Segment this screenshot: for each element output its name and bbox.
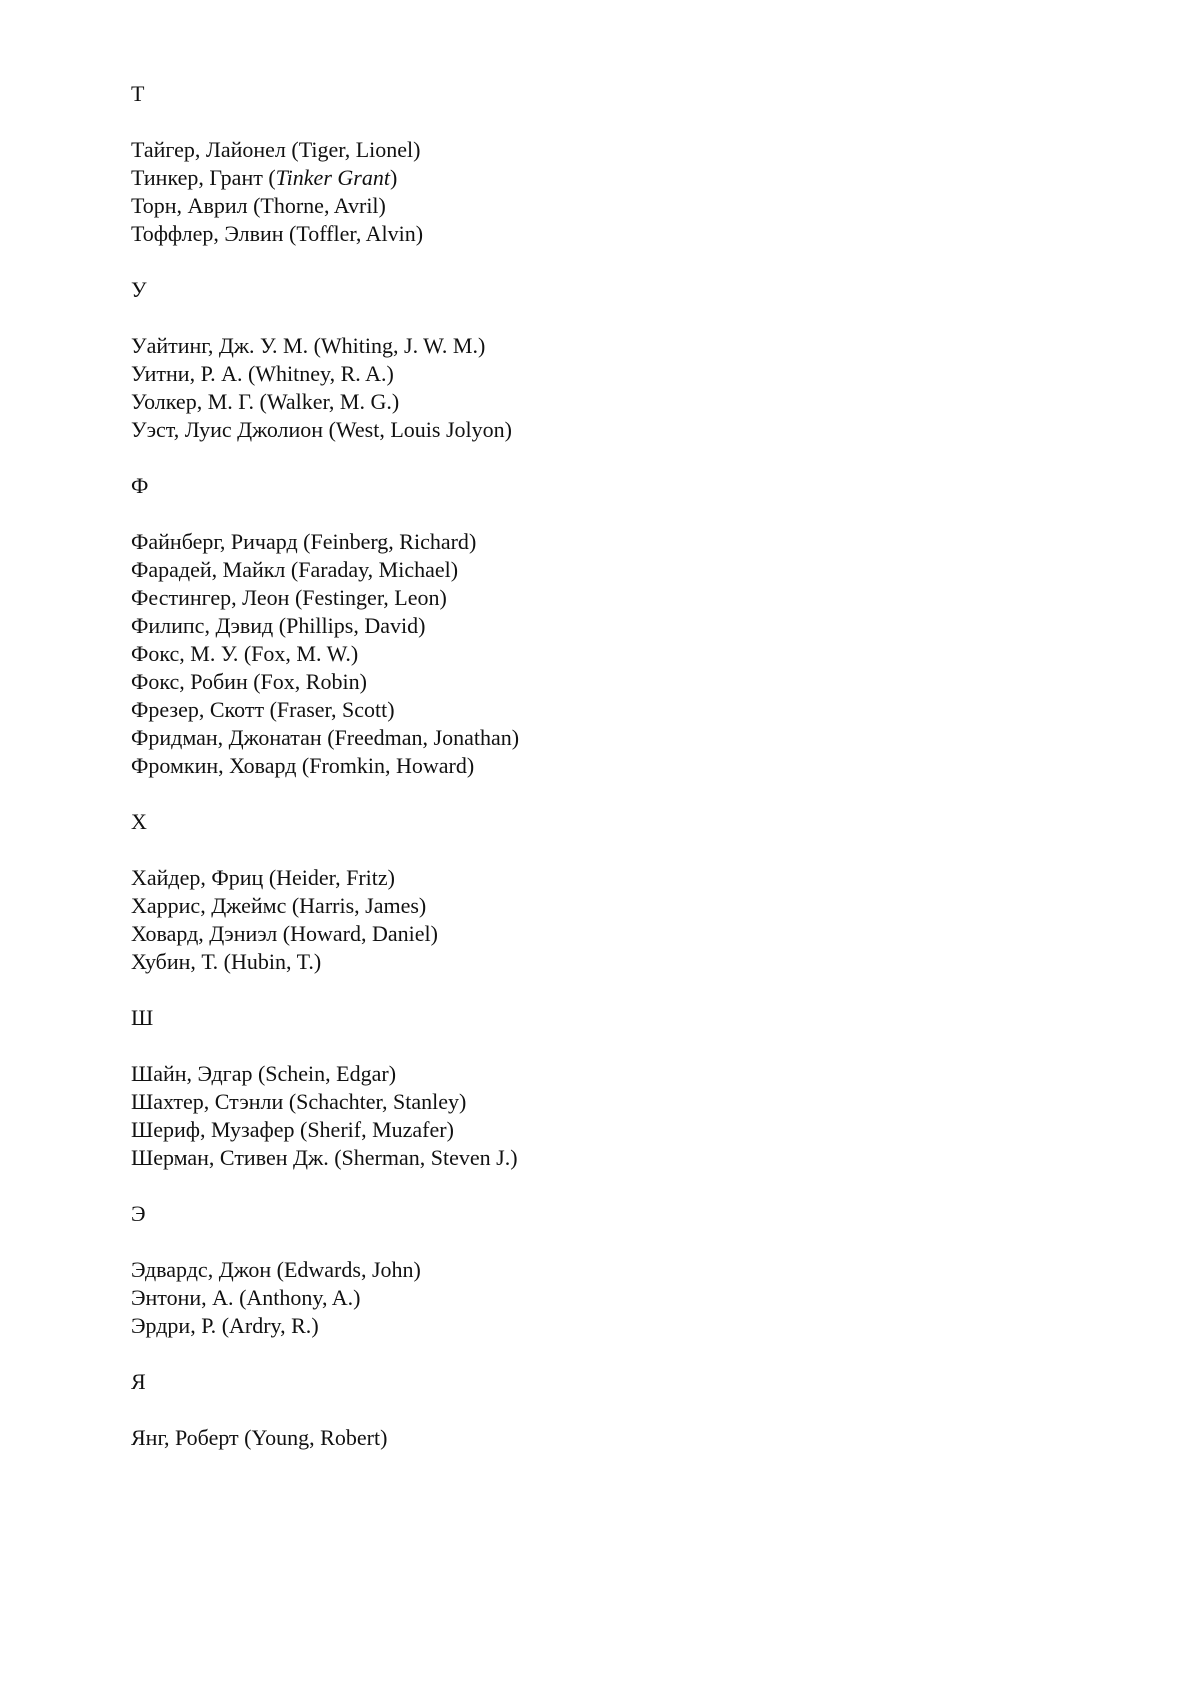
entry-original-name: Heider, Fritz xyxy=(276,865,388,890)
entry-russian-name: Шахтер, Стэнли xyxy=(131,1089,284,1114)
entry-russian-name: Шайн, Эдгар xyxy=(131,1061,253,1086)
entry-original-name: Edwards, John xyxy=(283,1257,414,1282)
entry-original-name: Schachter, Stanley xyxy=(296,1089,459,1114)
section-letter-heading: Ф xyxy=(131,473,149,498)
index-section xyxy=(131,528,1131,780)
entry-russian-name: Шериф, Музафер xyxy=(131,1117,295,1142)
entry-russian-name: Эрдри, Р. xyxy=(131,1313,217,1338)
entry-russian-name: Тайгер, Лайонел xyxy=(131,137,286,162)
index-entry: Энтони, А. (Anthony, A.) xyxy=(131,1285,361,1310)
entry-original-name: Whiting, J. W. M. xyxy=(320,333,478,358)
entry-original-name: Fox, Robin xyxy=(260,669,360,694)
entry-russian-name: Эдвардс, Джон xyxy=(131,1257,272,1282)
entry-original-name: Fox, M. W. xyxy=(251,641,351,666)
index-entry: Тинкер, Грант (Tinker Grant) xyxy=(131,165,398,190)
entry-original-name: Walker, M. G. xyxy=(266,389,392,414)
index-entry: Фромкин, Ховард (Fromkin, Howard) xyxy=(131,753,475,778)
index-entry: Шайн, Эдгар (Schein, Edgar) xyxy=(131,1061,397,1086)
entry-original-name: Fraser, Scott xyxy=(276,697,388,722)
index-entry: Хубин, Т. (Hubin, T.) xyxy=(131,949,322,974)
index-section xyxy=(131,1060,1131,1172)
index-entry: Уэст, Луис Джолион (West, Louis Jolyon) xyxy=(131,417,512,442)
entry-original-name: Hubin, T. xyxy=(230,949,314,974)
entry-russian-name: Файнберг, Ричард xyxy=(131,529,298,554)
entry-russian-name: Фромкин, Ховард xyxy=(131,753,297,778)
entry-russian-name: Фарадей, Майкл xyxy=(131,557,286,582)
entry-original-name: Tiger, Lionel xyxy=(298,137,414,162)
index-entry: Хайдер, Фриц (Heider, Fritz) xyxy=(131,865,395,890)
index-section xyxy=(131,1424,1131,1452)
section-letter-heading: Т xyxy=(131,81,145,106)
index-entry: Фрезер, Скотт (Fraser, Scott) xyxy=(131,697,395,722)
entry-russian-name: Фестингер, Леон xyxy=(131,585,290,610)
entry-original-name: Feinberg, Richard xyxy=(310,529,469,554)
section-letter-heading: Э xyxy=(131,1201,146,1226)
index-entry: Фридман, Джонатан (Freedman, Jonathan) xyxy=(131,725,520,750)
index-entry: Файнберг, Ричард (Feinberg, Richard) xyxy=(131,529,477,554)
name-index-list xyxy=(131,80,1131,1452)
index-entry: Эрдри, Р. (Ardry, R.) xyxy=(131,1313,319,1338)
index-entry: Фокс, Робин (Fox, Robin) xyxy=(131,669,367,694)
entry-russian-name: Энтони, А. xyxy=(131,1285,234,1310)
entry-original-name: West, Louis Jolyon xyxy=(335,417,505,442)
entry-russian-name: Тоффлер, Элвин xyxy=(131,221,284,246)
entry-russian-name: Филипс, Дэвид xyxy=(131,613,274,638)
entry-russian-name: Янг, Роберт xyxy=(131,1425,239,1450)
entry-russian-name: Фокс, Робин xyxy=(131,669,248,694)
entry-russian-name: Харрис, Джеймс xyxy=(131,893,287,918)
entry-russian-name: Тинкер, Грант xyxy=(131,165,263,190)
index-entry: Эдвардс, Джон (Edwards, John) xyxy=(131,1257,421,1282)
entry-russian-name: Хубин, Т. xyxy=(131,949,219,974)
entry-russian-name: Шерман, Стивен Дж. xyxy=(131,1145,329,1170)
index-entry: Шерман, Стивен Дж. (Sherman, Steven J.) xyxy=(131,1145,518,1170)
entry-original-name: Tinker Grant xyxy=(275,165,390,190)
entry-original-name: Schein, Edgar xyxy=(265,1061,389,1086)
section-letter-heading: Х xyxy=(131,809,147,834)
entry-russian-name: Ховард, Дэниэл xyxy=(131,921,278,946)
index-entry: Фокс, М. У. (Fox, M. W.) xyxy=(131,641,359,666)
entry-original-name: Freedman, Jonathan xyxy=(334,725,512,750)
index-entry: Тайгер, Лайонел (Tiger, Lionel) xyxy=(131,137,421,162)
entry-russian-name: Фридман, Джонатан xyxy=(131,725,322,750)
index-entry: Фестингер, Леон (Festinger, Leon) xyxy=(131,585,447,610)
index-entry: Харрис, Джеймс (Harris, James) xyxy=(131,893,427,918)
entry-russian-name: Фокс, М. У. xyxy=(131,641,239,666)
index-entry: Янг, Роберт (Young, Robert) xyxy=(131,1425,388,1450)
index-entry: Филипс, Дэвид (Phillips, David) xyxy=(131,613,426,638)
index-entry: Фарадей, Майкл (Faraday, Michael) xyxy=(131,557,459,582)
entry-russian-name: Фрезер, Скотт xyxy=(131,697,265,722)
index-entry: Шахтер, Стэнли (Schachter, Stanley) xyxy=(131,1089,467,1114)
index-entry: Шериф, Музафер (Sherif, Muzafer) xyxy=(131,1117,454,1142)
index-section xyxy=(131,332,1131,444)
index-section xyxy=(131,864,1131,976)
entry-original-name: Ardry, R. xyxy=(229,1313,312,1338)
entry-russian-name: Хайдер, Фриц xyxy=(131,865,264,890)
index-entry: Торн, Аврил (Thorne, Avril) xyxy=(131,193,386,218)
entry-original-name: Festinger, Leon xyxy=(302,585,440,610)
entry-original-name: Young, Robert xyxy=(251,1425,381,1450)
entry-russian-name: Уолкер, М. Г. xyxy=(131,389,254,414)
entry-original-name: Howard, Daniel xyxy=(290,921,431,946)
entry-original-name: Sherman, Steven J. xyxy=(341,1145,511,1170)
index-entry: Ховард, Дэниэл (Howard, Daniel) xyxy=(131,921,438,946)
entry-original-name: Whitney, R. A. xyxy=(255,361,387,386)
entry-original-name: Toffler, Alvin xyxy=(296,221,416,246)
index-entry: Уитни, Р. А. (Whitney, R. A.) xyxy=(131,361,394,386)
entry-original-name: Harris, James xyxy=(299,893,419,918)
index-entry: Тоффлер, Элвин (Toffler, Alvin) xyxy=(131,221,424,246)
entry-original-name: Anthony, A. xyxy=(246,1285,354,1310)
entry-original-name: Thorne, Avril xyxy=(260,193,379,218)
name-index-page xyxy=(131,80,1131,1480)
entry-russian-name: Уитни, Р. А. xyxy=(131,361,243,386)
section-letter-heading: Ш xyxy=(131,1005,154,1030)
section-letter-heading: Я xyxy=(131,1369,146,1394)
index-section xyxy=(131,136,1131,248)
entry-russian-name: Торн, Аврил xyxy=(131,193,248,218)
entry-original-name: Phillips, David xyxy=(286,613,419,638)
index-section xyxy=(131,1256,1131,1340)
entry-russian-name: Уайтинг, Дж. У. М. xyxy=(131,333,309,358)
entry-original-name: Fromkin, Howard xyxy=(309,753,467,778)
index-entry: Уолкер, М. Г. (Walker, M. G.) xyxy=(131,389,400,414)
section-letter-heading: У xyxy=(131,277,147,302)
entry-russian-name: Уэст, Луис Джолион xyxy=(131,417,324,442)
entry-original-name: Sherif, Muzafer xyxy=(307,1117,447,1142)
entry-original-name: Faraday, Michael xyxy=(298,557,451,582)
index-entry: Уайтинг, Дж. У. М. (Whiting, J. W. M.) xyxy=(131,333,486,358)
